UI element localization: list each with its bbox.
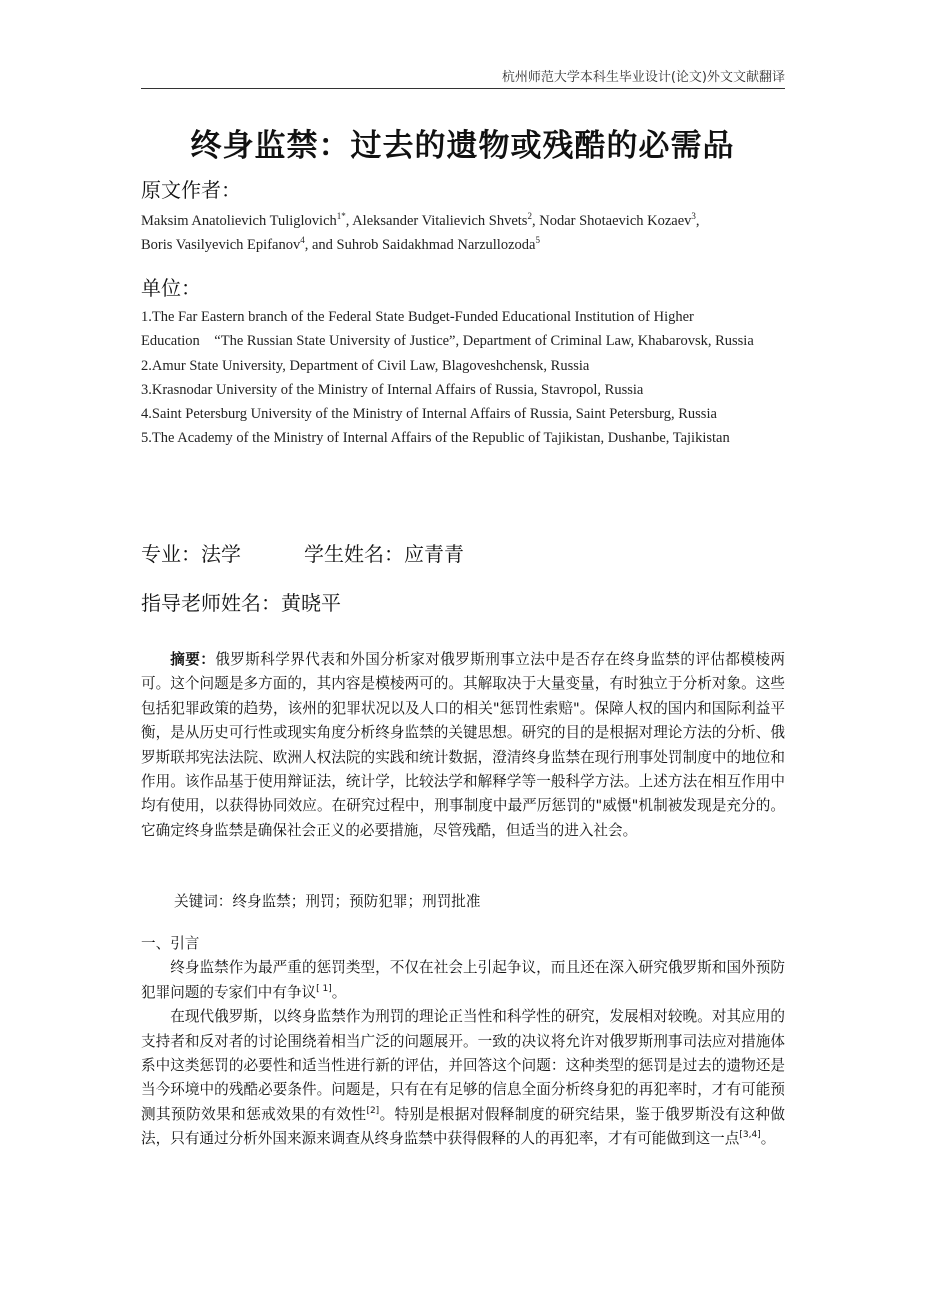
student-name-field: 学生姓名：应青青 — [304, 542, 464, 566]
author-superscript: 3 — [691, 211, 696, 222]
authors-heading: 原文作者： — [141, 178, 241, 202]
affiliation-item: 5.The Academy of the Ministry of Internal Affairs of the Republic of Tajikistan, Dushanbe, Tajikistan — [141, 430, 730, 447]
paragraph-end: 。 — [331, 983, 347, 1001]
affiliation-item: 4.Saint Petersburg University of the Ministry of Internal Affairs of Russia, Saint Petersburg, Russia — [141, 406, 717, 423]
authors-list — [141, 209, 787, 258]
abstract — [141, 648, 785, 843]
paragraph — [141, 956, 785, 1005]
advisor-name-field: 指导老师姓名：黄晓平 — [141, 591, 341, 615]
author-superscript: 4 — [300, 235, 305, 246]
introduction-section — [141, 932, 785, 1152]
major-field: 专业：法学 — [141, 542, 241, 566]
affiliation-item: 2.Amur State University, Department of Civil Law, Blagoveshchensk, Russia — [141, 357, 590, 374]
page-header: 杭州师范大学本科生毕业设计(论文)外文文献翻译 — [141, 66, 785, 89]
affiliation-item: 1.The Far Eastern branch of the Federal State Budget-Funded Educational Institution of Higher Education “The Russian State University of Justice”, Department of Criminal Law, Khabarovsk, Russia — [141, 309, 754, 350]
affiliations-list — [141, 305, 787, 451]
citation: [2] — [366, 1105, 380, 1116]
author-name: , Nodar Shotaevich Kozaev — [531, 213, 692, 229]
author-superscript: 1* — [336, 211, 346, 222]
paragraph — [141, 1005, 785, 1151]
abstract-label: 摘要： — [170, 651, 216, 668]
paragraph-end: 。 — [760, 1130, 776, 1148]
author-superscript: 2 — [527, 211, 532, 222]
author-name: , Aleksander Vitalievich Shvets — [345, 213, 528, 229]
author-name: Boris Vasilyevich Epifanov — [141, 237, 301, 254]
paragraph-text: 。特别是根据对假释制度的研究结果，鉴于俄罗斯没有这种做法，只有通过分析外国来源来调查从终身监禁中获得假释的人的再犯率，才有可能做到这一点 — [141, 1105, 785, 1148]
document-title: 终身监禁：过去的遗物或残酷的必需品 — [190, 128, 735, 164]
affiliations-heading: 单位： — [141, 276, 201, 300]
author-name: Maksim Anatolievich Tuliglovich — [141, 213, 337, 229]
author-name: , and Suhrob Saidakhmad Narzullozoda — [304, 237, 536, 254]
author-superscript: 5 — [535, 235, 540, 246]
abstract-text: 俄罗斯科学界代表和外国分析家对俄罗斯刑事立法中是否存在终身监禁的评估都模棱两可。这个问题是多方面的，其内容是模棱两可的。其解取决于大量变量，有时独立于分析对象。这些包括犯罪政策的趋势，该州的犯罪状况以及人口的相关"惩罚性索赔"。保障人权的国内和国际利益平衡，是从历史可行性或现实角度分析终身监禁的关键思想。研究的目的是根据对理论方法的分析、俄罗斯联邦宪法法院、欧洲人权法院的实践和统计数据，澄清终身监禁在现行刑事处罚制度中的地位和作用。该作品基于使用辩证法，统计学，比较法学和解释学等一般科学方法。上述方法在相互作用中均有使用，以获得协同效应。在研究过程中，刑事制度中最严厉惩罚的"威慑"机制被发现是充分的。它确定终身监禁是确保社会正义的必要措施，尽管残酷，但适当的进入社会。 — [141, 651, 785, 839]
citation: [3,4] — [739, 1130, 761, 1141]
affiliation-item: 3.Krasnodar University of the Ministry of Internal Affairs of Russia, Stavropol, Russia — [141, 381, 644, 398]
author-separator: , — [695, 213, 700, 229]
paragraph-text: 终身监禁作为最严重的惩罚类型，不仅在社会上引起争议，而且还在深入研究俄罗斯和国外预防犯罪问题的专家们中有争议 — [141, 959, 785, 1001]
section-heading: 一、引言 — [141, 935, 200, 952]
paragraph-text: 在现代俄罗斯，以终身监禁作为刑罚的理论正当性和科学性的研究，发展相对较晚。对其应用的支持者和反对者的讨论围绕着相当广泛的问题展开。一致的决议将允许对俄罗斯刑事司法应对措施体系中这类惩罚的必要性和适当性进行新的评估，并回答这个问题：这种类型的惩罚是过去的遗物还是当今环境中的残酷必要条件。问题是，只有在有足够的信息全面分析终身犯的再犯率时，才有可能预测其预防效果和惩戒效果的有效性 — [141, 1008, 785, 1123]
keywords: 关键词：终身监禁；刑罚；预防犯罪；刑罚批准 — [174, 893, 481, 910]
citation: [ 1] — [316, 983, 332, 994]
